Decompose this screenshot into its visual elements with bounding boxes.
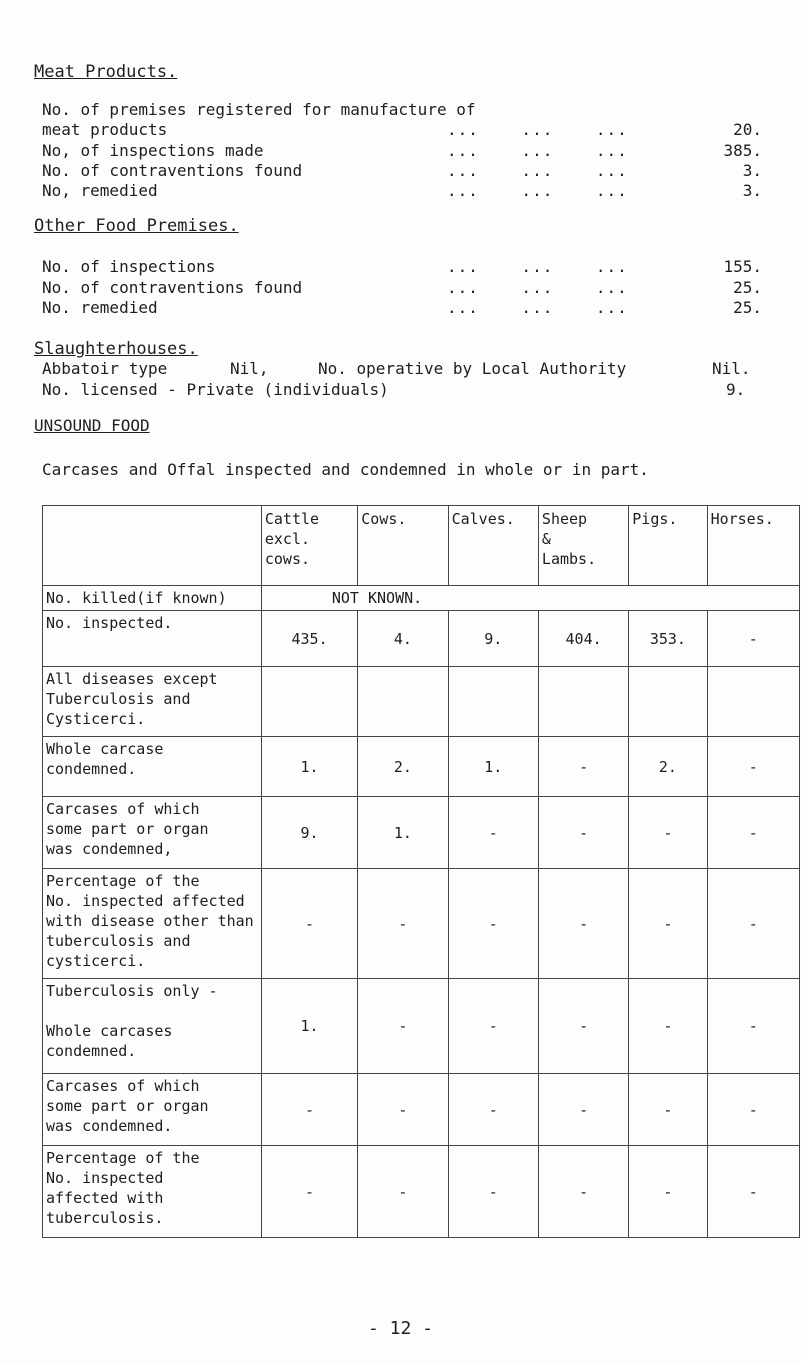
cell-value: - bbox=[629, 1146, 707, 1238]
cell-value: - bbox=[538, 979, 628, 1074]
table-row bbox=[43, 797, 800, 869]
row-label: Percentage of the No. inspected affected with disease other than tuberculosis and cysticerci. bbox=[43, 869, 262, 979]
item-value: 25. bbox=[733, 298, 762, 317]
column-header-pigs: Pigs. bbox=[629, 506, 707, 586]
cell-value: - bbox=[358, 979, 448, 1074]
leader-dots: ... ... ... bbox=[447, 120, 628, 139]
list-item bbox=[42, 278, 762, 298]
cell-value: - bbox=[538, 737, 628, 797]
cell-value: - bbox=[448, 797, 538, 869]
cell-value: 1. bbox=[261, 979, 357, 1074]
cell-value bbox=[629, 667, 707, 737]
row-label: Carcases of which some part or organ was condemned. bbox=[43, 1074, 262, 1146]
section-heading-unsound-food: UNSOUND FOOD bbox=[34, 416, 150, 435]
row-label: Carcases of which some part or organ was condemned, bbox=[43, 797, 262, 869]
cell-value: 1. bbox=[448, 737, 538, 797]
item-label-continued: meat products bbox=[42, 120, 168, 139]
cell-value: 353. bbox=[629, 611, 707, 667]
cell-value: - bbox=[707, 979, 799, 1074]
table-row bbox=[43, 667, 800, 737]
cell-value bbox=[358, 667, 448, 737]
item-label: No. remedied bbox=[42, 298, 158, 317]
cell-value: - bbox=[448, 1146, 538, 1238]
row-label: All diseases except Tuberculosis and Cysticerci. bbox=[43, 667, 262, 737]
cell-value: - bbox=[261, 869, 357, 979]
row-label: Tuberculosis only - Whole carcases condemned. bbox=[43, 979, 262, 1074]
table-row bbox=[43, 1074, 800, 1146]
list-item bbox=[42, 181, 762, 201]
item-value: 20. bbox=[733, 120, 762, 139]
cell-value: - bbox=[707, 1146, 799, 1238]
leader-dots: ... ... ... bbox=[447, 161, 628, 180]
leader-dots: ... ... ... bbox=[447, 278, 628, 297]
cell-value: - bbox=[629, 797, 707, 869]
carcases-intro: Carcases and Offal inspected and condemned in whole or in part. bbox=[42, 460, 649, 479]
licensed-label: No. licensed - Private (individuals) bbox=[42, 380, 389, 399]
column-header-cattle: Cattle excl. cows. bbox=[261, 506, 357, 586]
cell-value: - bbox=[261, 1146, 357, 1238]
list-item bbox=[42, 257, 762, 277]
item-value: 155. bbox=[723, 257, 762, 276]
item-value: 3. bbox=[742, 161, 762, 180]
cell-value: - bbox=[707, 869, 799, 979]
cell-value: - bbox=[707, 797, 799, 869]
cell-value: 1. bbox=[358, 797, 448, 869]
cell-value: - bbox=[448, 1074, 538, 1146]
item-label: No, of inspections made bbox=[42, 141, 264, 160]
column-header-sheep: Sheep & Lambs. bbox=[538, 506, 628, 586]
cell-value: 4. bbox=[358, 611, 448, 667]
cell-value: - bbox=[358, 1074, 448, 1146]
corner-cell bbox=[43, 506, 262, 586]
list-item bbox=[42, 298, 762, 318]
leader-dots: ... ... ... bbox=[447, 257, 628, 276]
leader-dots: ... ... ... bbox=[447, 141, 628, 160]
abbatoir-type-label: Abbatoir type bbox=[42, 359, 168, 378]
cell-value: 404. bbox=[538, 611, 628, 667]
page-number: - 12 - bbox=[367, 1318, 434, 1339]
operative-value: Nil. bbox=[712, 359, 751, 378]
table-row bbox=[43, 737, 800, 797]
item-label: No, remedied bbox=[42, 181, 158, 200]
item-value: 385. bbox=[723, 141, 762, 160]
list-item bbox=[42, 141, 762, 161]
column-header-calves: Calves. bbox=[448, 506, 538, 586]
list-item bbox=[42, 100, 762, 120]
killed-value: NOT KNOWN. bbox=[261, 586, 799, 611]
cell-value: - bbox=[538, 1074, 628, 1146]
cell-value bbox=[707, 667, 799, 737]
table-row bbox=[43, 869, 800, 979]
item-value: 25. bbox=[733, 278, 762, 297]
section-heading-meat-products: Meat Products. bbox=[34, 62, 178, 82]
cell-value: - bbox=[707, 611, 799, 667]
table-row-killed bbox=[43, 586, 800, 611]
table-row bbox=[43, 1146, 800, 1238]
section-heading-slaughterhouses: Slaughterhouses. bbox=[34, 339, 198, 359]
cell-value: - bbox=[358, 869, 448, 979]
cell-value: - bbox=[629, 1074, 707, 1146]
item-label: No. of premises registered for manufacture of bbox=[42, 100, 476, 119]
cell-value: - bbox=[358, 1146, 448, 1238]
row-label: Percentage of the No. inspected affected with tuberculosis. bbox=[43, 1146, 262, 1238]
column-header-horses: Horses. bbox=[707, 506, 799, 586]
cell-value: 2. bbox=[629, 737, 707, 797]
column-header-cows: Cows. bbox=[358, 506, 448, 586]
cell-value: - bbox=[448, 979, 538, 1074]
item-label: No. of contraventions found bbox=[42, 278, 303, 297]
cell-value: 1. bbox=[261, 737, 357, 797]
table-header-row bbox=[43, 506, 800, 586]
leader-dots: ... ... ... bbox=[447, 181, 628, 200]
cell-value: 9. bbox=[261, 797, 357, 869]
list-item bbox=[42, 161, 762, 181]
row-label: Whole carcase condemned. bbox=[43, 737, 262, 797]
cell-value: 9. bbox=[448, 611, 538, 667]
cell-value: - bbox=[538, 869, 628, 979]
row-label: No. killed(if known) bbox=[43, 586, 262, 611]
cell-value: - bbox=[538, 1146, 628, 1238]
row-label: No. inspected. bbox=[43, 611, 262, 667]
cell-value bbox=[261, 667, 357, 737]
cell-value: - bbox=[629, 979, 707, 1074]
leader-dots: ... ... ... bbox=[447, 298, 628, 317]
cell-value bbox=[538, 667, 628, 737]
table-row bbox=[43, 611, 800, 667]
item-label: No. of contraventions found bbox=[42, 161, 303, 180]
cell-value: - bbox=[448, 869, 538, 979]
cell-value: 435. bbox=[261, 611, 357, 667]
cell-value bbox=[448, 667, 538, 737]
operative-label: No. operative by Local Authority bbox=[318, 359, 627, 378]
cell-value: - bbox=[707, 1074, 799, 1146]
section-heading-other-food: Other Food Premises. bbox=[34, 216, 239, 236]
cell-value: - bbox=[538, 797, 628, 869]
carcases-table bbox=[42, 505, 800, 1238]
licensed-value: 9. bbox=[726, 380, 746, 399]
list-item bbox=[42, 120, 762, 140]
abbatoir-type-value: Nil, bbox=[230, 359, 269, 378]
cell-value: - bbox=[261, 1074, 357, 1146]
item-value: 3. bbox=[742, 181, 762, 200]
cell-value: - bbox=[707, 737, 799, 797]
cell-value: 2. bbox=[358, 737, 448, 797]
table-row bbox=[43, 979, 800, 1074]
item-label: No. of inspections bbox=[42, 257, 216, 276]
cell-value: - bbox=[629, 869, 707, 979]
